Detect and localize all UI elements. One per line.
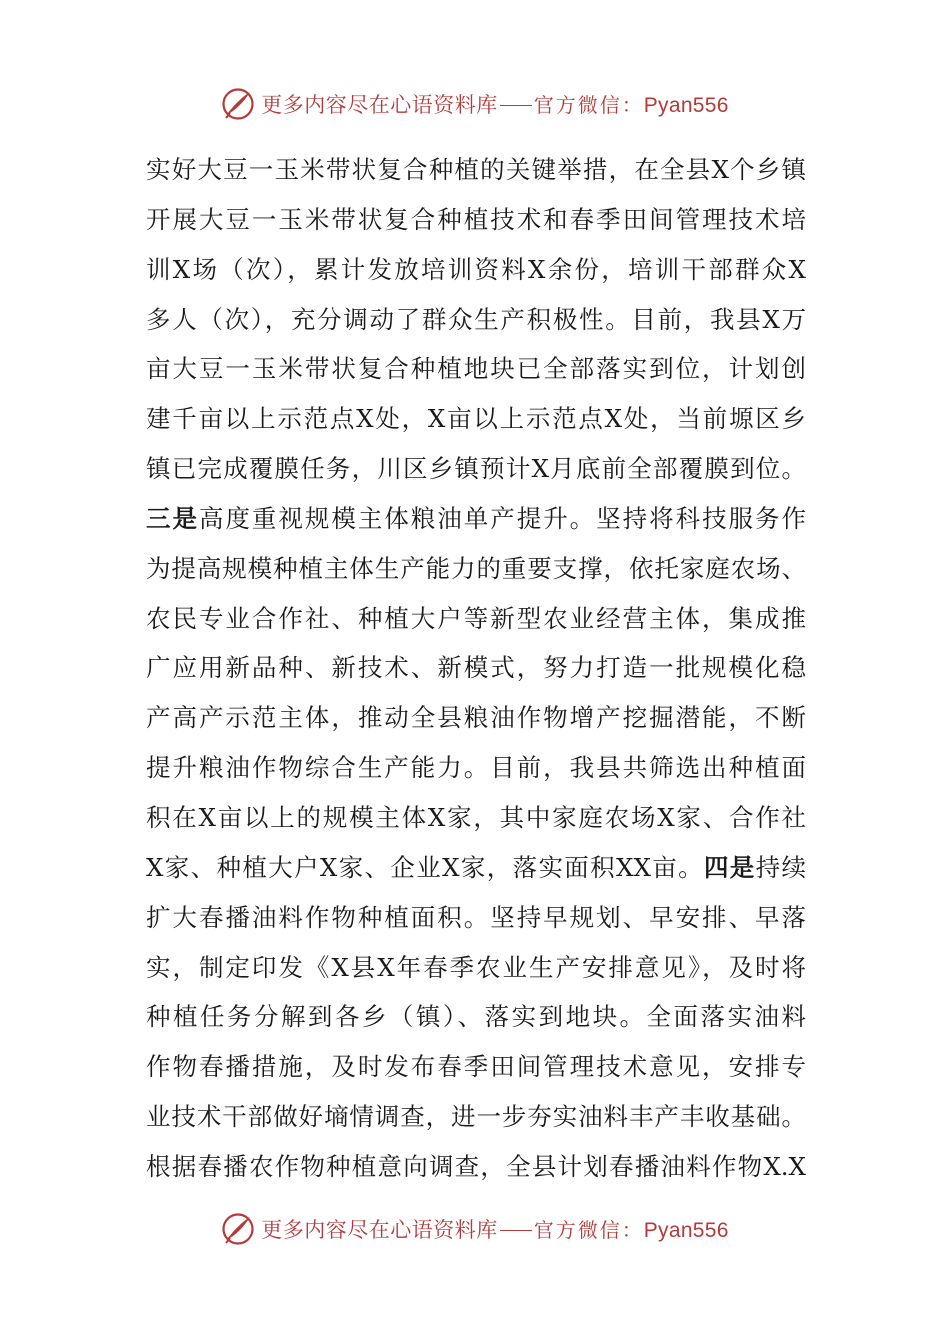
header-wechat-account: Pyan556 [643, 94, 729, 117]
body-line-1: 实好大豆一玉米带状复合种植的关键举措，在全县X个乡镇 [146, 155, 806, 184]
body-line-5: 亩大豆一玉米带状复合种植地块已全部落实到位，计划创 [146, 354, 806, 384]
body-line-16: 扩大春播油料作物种植面积。坚持早规划、早安排、早落 [146, 902, 806, 932]
body-line-20: 业技术干部做好墒情调查，进一步夯实油料丰产丰收基础。 [146, 1102, 806, 1132]
body-line-19: 作物春播措施，及时发布春季田间管理技术意见，安排专 [146, 1052, 806, 1082]
body-line-11: 广应用新品种、新技术、新模式，努力打造一批规模化稳 [146, 653, 806, 683]
body-line-8-text: 高度重视规模主体粮油单产提升。坚持将科技服务作 [198, 503, 806, 533]
quill-pen-logo-icon [221, 87, 255, 121]
document-body [146, 145, 806, 1192]
section-marker-three: 三是 [146, 503, 199, 533]
footer-wechat-account: Pyan556 [643, 1219, 729, 1242]
header-watermark-banner [0, 82, 950, 126]
body-line-21: 根据春播农作物种植意向调查，全县计划春播油料作物X.X [146, 1151, 806, 1181]
footer-slogan: 更多内容尽在心语资料库 [261, 1218, 498, 1242]
body-line-15-text: X家、种植大户X家、企业X家，落实面积XX亩。 [146, 852, 704, 882]
header-slogan: 更多内容尽在心语资料库 [261, 93, 498, 117]
body-line-17: 实，制定印发《X县X年春季农业生产安排意见》，及时将 [146, 952, 806, 982]
body-line-3: 训X场（次），累计发放培训资料X余份，培训干部群众X [146, 254, 806, 284]
body-line-6: 建千亩以上示范点X处，X亩以上示范点X处，当前塬区乡 [146, 404, 806, 434]
body-line-18: 种植任务分解到各乡（镇）、落实到地块。全面落实油料 [146, 1002, 806, 1032]
header-wechat-label: 官方微信： [533, 93, 644, 117]
body-line-14: 积在X亩以上的规模主体X家，其中家庭农场X家、合作社 [146, 802, 806, 832]
body-line-12: 产高产示范主体，推动全县粮油作物增产挖掘潜能，不断 [146, 703, 806, 733]
quill-pen-logo-icon [221, 1212, 255, 1246]
body-line-7: 镇已完成覆膜任务，川区乡镇预计X月底前全部覆膜到位。 [146, 454, 806, 484]
body-line-2: 开展大豆一玉米带状复合种植技术和春季田间管理技术培 [146, 204, 806, 234]
body-line-9: 为提高规模种植主体生产能力的重要支撑，依托家庭农场、 [146, 553, 806, 583]
body-line-15-tail: 持续 [755, 852, 806, 882]
header-dash-divider [500, 105, 532, 107]
body-line-15 [146, 843, 806, 893]
header-watermark-text [261, 89, 729, 119]
footer-dash-divider [500, 1230, 532, 1232]
body-line-10: 农民专业合作社、种植大户等新型农业经营主体，集成推 [146, 603, 806, 633]
footer-watermark-text [261, 1214, 729, 1244]
body-line-8 [146, 494, 806, 544]
footer-wechat-label: 官方微信： [533, 1218, 644, 1242]
body-line-4: 多人（次），充分调动了群众生产积极性。目前，我县X万 [146, 304, 806, 334]
section-marker-four: 四是 [703, 852, 756, 882]
body-line-13: 提升粮油作物综合生产能力。目前，我县共筛选出种植面 [146, 753, 806, 783]
footer-watermark-banner [0, 1207, 950, 1251]
